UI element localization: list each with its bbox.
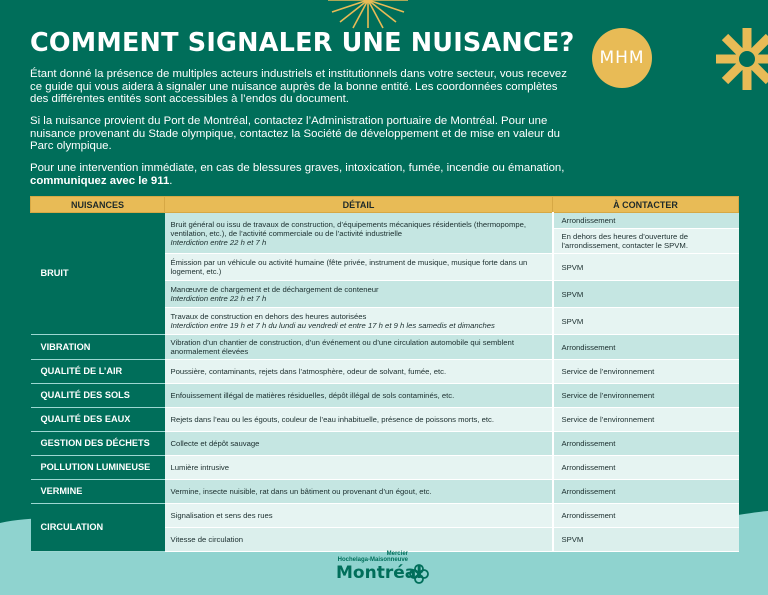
table-row: [31, 408, 739, 432]
detail-cell: Poussière, contaminants, rejets dans l’atmosphère, odeur de solvant, fumée, etc.: [165, 360, 553, 384]
detail-text: Manœuvre de chargement et de déchargement de conteneur: [170, 285, 379, 294]
mhm-logo-text: MHM: [599, 48, 645, 68]
footer-city-name: Montréal: [336, 563, 423, 583]
contact-cell: Service de l’environnement: [553, 384, 739, 408]
table-row: [31, 384, 739, 408]
detail-cell: [165, 213, 553, 254]
footer-borough-name: [330, 551, 408, 564]
detail-note: Interdiction entre 19 h et 7 h du lundi au vendredi et entre 17 h et 9 h les samedis et dimanches: [170, 321, 495, 330]
detail-cell: Collecte et dépôt sauvage: [165, 432, 553, 456]
detail-cell: Signalisation et sens des rues: [165, 504, 553, 528]
table-row: [31, 504, 739, 528]
contact-cell: [553, 213, 739, 254]
table-row: [31, 480, 739, 504]
contact-cell: Arrondissement: [553, 432, 739, 456]
contact-cell: SPVM: [553, 254, 739, 281]
intro-paragraph-2: Si la nuisance provient du Port de Montréal, contactez l’Administration portuaire de Montréal. Pour une nuisance provenant du Stade olympique, contactez la Société de développement et de mise en valeur du Parc olympique.: [30, 115, 561, 153]
table-row: [31, 335, 739, 360]
montreal-rosette-icon: [408, 563, 430, 585]
table-row: [31, 456, 739, 480]
category-dechets: GESTION DES DÉCHETS: [31, 432, 165, 456]
detail-cell: Vitesse de circulation: [165, 528, 553, 552]
header-nuisances: NUISANCES: [31, 197, 165, 213]
detail-note: Interdiction entre 22 h et 7 h: [170, 237, 267, 247]
detail-cell: Vibration d’un chantier de construction, d’un événement ou d’une circulation automobile qui semblent anormalement élevées: [165, 335, 553, 360]
category-bruit: BRUIT: [31, 213, 165, 335]
table-row: [31, 360, 739, 384]
intro-paragraph-3-end: .: [169, 174, 173, 187]
category-sols: QUALITÉ DES SOLS: [31, 384, 165, 408]
footer-line-2: Hochelaga-Maisonneuve: [337, 557, 408, 564]
detail-cell: Lumière intrusive: [165, 456, 553, 480]
category-circulation: CIRCULATION: [31, 504, 165, 552]
category-vermine: VERMINE: [31, 480, 165, 504]
contact-cell: Service de l’environnement: [553, 360, 739, 384]
contact-cell: SPVM: [553, 308, 739, 335]
detail-cell: [165, 281, 553, 308]
detail-note: Interdiction entre 22 h et 7 h: [170, 294, 267, 303]
intro-paragraph-3-text: Pour une intervention immédiate, en cas de blessures graves, intoxication, fumée, incendie ou émanation,: [30, 162, 565, 174]
category-vibration: VIBRATION: [31, 335, 165, 360]
contact-cell: Arrondissement: [553, 480, 739, 504]
emergency-911-text: communiquez avec le 911: [30, 174, 170, 187]
contact-cell: SPVM: [553, 281, 739, 308]
contact-cell: Arrondissement: [553, 504, 739, 528]
table-row: [31, 213, 739, 254]
mhm-logo: [592, 28, 652, 88]
gold-starburst-icon: [318, 0, 418, 30]
contact-cell: Arrondissement: [553, 456, 739, 480]
contact-cell: Service de l’environnement: [553, 408, 739, 432]
table-row: [31, 432, 739, 456]
gold-asterisk-icon: [716, 28, 768, 90]
detail-cell: Vermine, insecte nuisible, rat dans un bâtiment ou provenant d’un égout, etc.: [165, 480, 553, 504]
detail-cell: Enfouissement illégal de matières résiduelles, dépôt illégal de sols contaminés, etc.: [165, 384, 553, 408]
detail-text: Bruit général ou issu de travaux de construction, d’équipements mécaniques résidentiels (thermopompe, ventilation, etc.), de l’activité commerciale ou de l’activité industrielle: [170, 219, 527, 238]
page-title: COMMENT SIGNALER UNE NUISANCE?: [30, 28, 575, 58]
detail-cell: Émission par un véhicule ou activité humaine (fête privée, instrument de musique, musique forte dans un logement, etc.): [165, 254, 553, 281]
contact-note: En dehors des heures d’ouverture de l’arrondissement, contacter le SPVM.: [554, 229, 739, 253]
detail-text: Travaux de construction en dehors des heures autorisées: [170, 312, 367, 321]
detail-cell: [165, 308, 553, 335]
table-header-row: [31, 197, 739, 213]
contact-cell: SPVM: [553, 528, 739, 552]
detail-cell: Rejets dans l’eau ou les égouts, couleur de l’eau inhabituelle, présence de poissons morts, etc.: [165, 408, 553, 432]
category-lumineuse: POLLUTION LUMINEUSE: [31, 456, 165, 480]
intro-paragraph-1: Étant donné la présence de multiples acteurs industriels et institutionnels dans votre secteur, vous recevez ce guide qui vous aidera à signaler une nuisance auprès de la bonne entité. Les coordonnées complètes des différentes entités sont accessibles à l’endos du document.: [30, 68, 567, 106]
contact-text: Arrondissement: [554, 213, 739, 229]
contact-cell: Arrondissement: [553, 335, 739, 360]
footer-line-1: Mercier: [386, 551, 408, 557]
category-eaux: QUALITÉ DES EAUX: [31, 408, 165, 432]
intro-paragraph-3: [30, 162, 570, 187]
nuisance-table: [30, 196, 739, 552]
header-contact: À CONTACTER: [553, 197, 739, 213]
category-air: QUALITÉ DE L’AIR: [31, 360, 165, 384]
header-detail: DÉTAIL: [165, 197, 553, 213]
